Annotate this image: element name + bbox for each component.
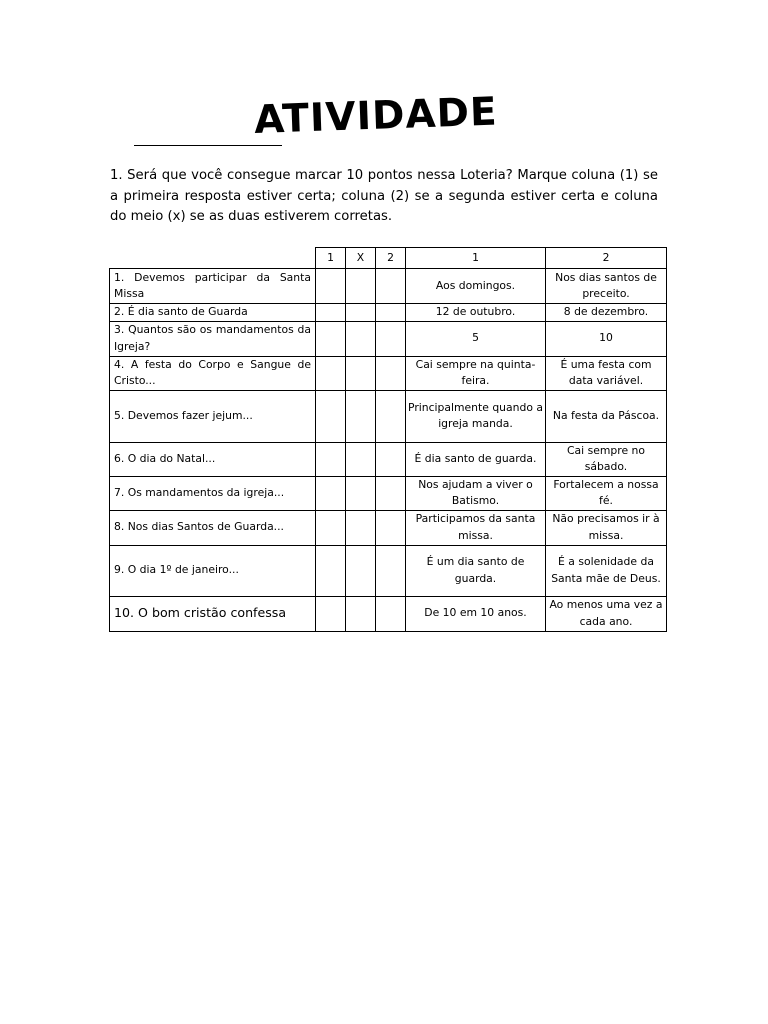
mark-cell-1[interactable] xyxy=(316,596,346,631)
mark-cell-2[interactable] xyxy=(376,442,406,476)
question-cell: 5. Devemos fazer jejum... xyxy=(110,390,316,442)
answer-2-cell: Cai sempre no sábado. xyxy=(546,442,667,476)
mark-cell-1[interactable] xyxy=(316,269,346,304)
question-cell: 1. Devemos participar da Santa Missa xyxy=(110,269,316,304)
mark-cell-x[interactable] xyxy=(346,596,376,631)
table-header-row xyxy=(110,248,667,269)
mark-cell-1[interactable] xyxy=(316,321,346,356)
table-row xyxy=(110,390,667,442)
answer-1-cell: Aos domingos. xyxy=(406,269,546,304)
mark-cell-x[interactable] xyxy=(346,476,376,510)
answer-1-cell: 5 xyxy=(406,321,546,356)
mark-cell-2[interactable] xyxy=(376,510,406,545)
mark-cell-x[interactable] xyxy=(346,442,376,476)
table-row xyxy=(110,442,667,476)
mark-cell-2[interactable] xyxy=(376,269,406,304)
mark-cell-x[interactable] xyxy=(346,304,376,322)
table-row xyxy=(110,545,667,596)
answer-1-cell: Principalmente quando a igreja manda. xyxy=(406,390,546,442)
mark-cell-1[interactable] xyxy=(316,356,346,390)
answer-2-cell: É uma festa com data variável. xyxy=(546,356,667,390)
table-row xyxy=(110,356,667,390)
mark-cell-x[interactable] xyxy=(346,269,376,304)
question-cell: 10. O bom cristão confessa xyxy=(110,596,316,631)
answer-1-cell: Cai sempre na quinta-feira. xyxy=(406,356,546,390)
answer-1-cell: 12 de outubro. xyxy=(406,304,546,322)
answer-2-cell: Não precisamos ir à missa. xyxy=(546,510,667,545)
table-row xyxy=(110,476,667,510)
answer-1-cell: É dia santo de guarda. xyxy=(406,442,546,476)
title-underline xyxy=(134,145,282,146)
answer-2-cell: É a solenidade da Santa mãe de Deus. xyxy=(546,545,667,596)
header-col-x: X xyxy=(346,248,376,269)
table-row xyxy=(110,510,667,545)
mark-cell-1[interactable] xyxy=(316,442,346,476)
mark-cell-x[interactable] xyxy=(346,510,376,545)
header-empty-cell xyxy=(110,248,316,269)
header-col-2: 2 xyxy=(376,248,406,269)
header-answer-2: 2 xyxy=(546,248,667,269)
mark-cell-1[interactable] xyxy=(316,476,346,510)
answer-2-cell: Nos dias santos de preceito. xyxy=(546,269,667,304)
question-instructions: 1. Será que você consegue marcar 10 pontos nessa Loteria? Marque coluna (1) se a primeira resposta estiver certa; coluna (2) se a segunda estiver certa e coluna do meio (x) se as duas estiverem corretas. xyxy=(110,168,658,224)
mark-cell-x[interactable] xyxy=(346,321,376,356)
table-row xyxy=(110,304,667,322)
mark-cell-2[interactable] xyxy=(376,356,406,390)
answer-1-cell: Nos ajudam a viver o Batismo. xyxy=(406,476,546,510)
mark-cell-x[interactable] xyxy=(346,356,376,390)
mark-cell-1[interactable] xyxy=(316,390,346,442)
lottery-table xyxy=(109,247,667,632)
mark-cell-2[interactable] xyxy=(376,321,406,356)
answer-2-cell: 10 xyxy=(546,321,667,356)
question-cell: 8. Nos dias Santos de Guarda... xyxy=(110,510,316,545)
mark-cell-x[interactable] xyxy=(346,545,376,596)
question-cell: 2. É dia santo de Guarda xyxy=(110,304,316,322)
table-row xyxy=(110,321,667,356)
question-cell: 4. A festa do Corpo e Sangue de Cristo... xyxy=(110,356,316,390)
mark-cell-1[interactable] xyxy=(316,304,346,322)
mark-cell-2[interactable] xyxy=(376,596,406,631)
answer-2-cell: Fortalecem a nossa fé. xyxy=(546,476,667,510)
table-row xyxy=(110,269,667,304)
answer-2-cell: Ao menos uma vez a cada ano. xyxy=(546,596,667,631)
page-title: ATIVIDADE xyxy=(253,89,499,143)
question-cell: 9. O dia 1º de janeiro... xyxy=(110,545,316,596)
mark-cell-2[interactable] xyxy=(376,304,406,322)
mark-cell-x[interactable] xyxy=(346,390,376,442)
question-cell: 3. Quantos são os mandamentos da Igreja? xyxy=(110,321,316,356)
mark-cell-1[interactable] xyxy=(316,510,346,545)
header-col-1: 1 xyxy=(316,248,346,269)
mark-cell-2[interactable] xyxy=(376,476,406,510)
question-cell: 7. Os mandamentos da igreja... xyxy=(110,476,316,510)
question-cell: 6. O dia do Natal... xyxy=(110,442,316,476)
mark-cell-2[interactable] xyxy=(376,545,406,596)
header-answer-1: 1 xyxy=(406,248,546,269)
answer-2-cell: Na festa da Páscoa. xyxy=(546,390,667,442)
mark-cell-1[interactable] xyxy=(316,545,346,596)
table-row xyxy=(110,596,667,631)
answer-1-cell: De 10 em 10 anos. xyxy=(406,596,546,631)
mark-cell-2[interactable] xyxy=(376,390,406,442)
answer-1-cell: É um dia santo de guarda. xyxy=(406,545,546,596)
answer-1-cell: Participamos da santa missa. xyxy=(406,510,546,545)
answer-2-cell: 8 de dezembro. xyxy=(546,304,667,322)
